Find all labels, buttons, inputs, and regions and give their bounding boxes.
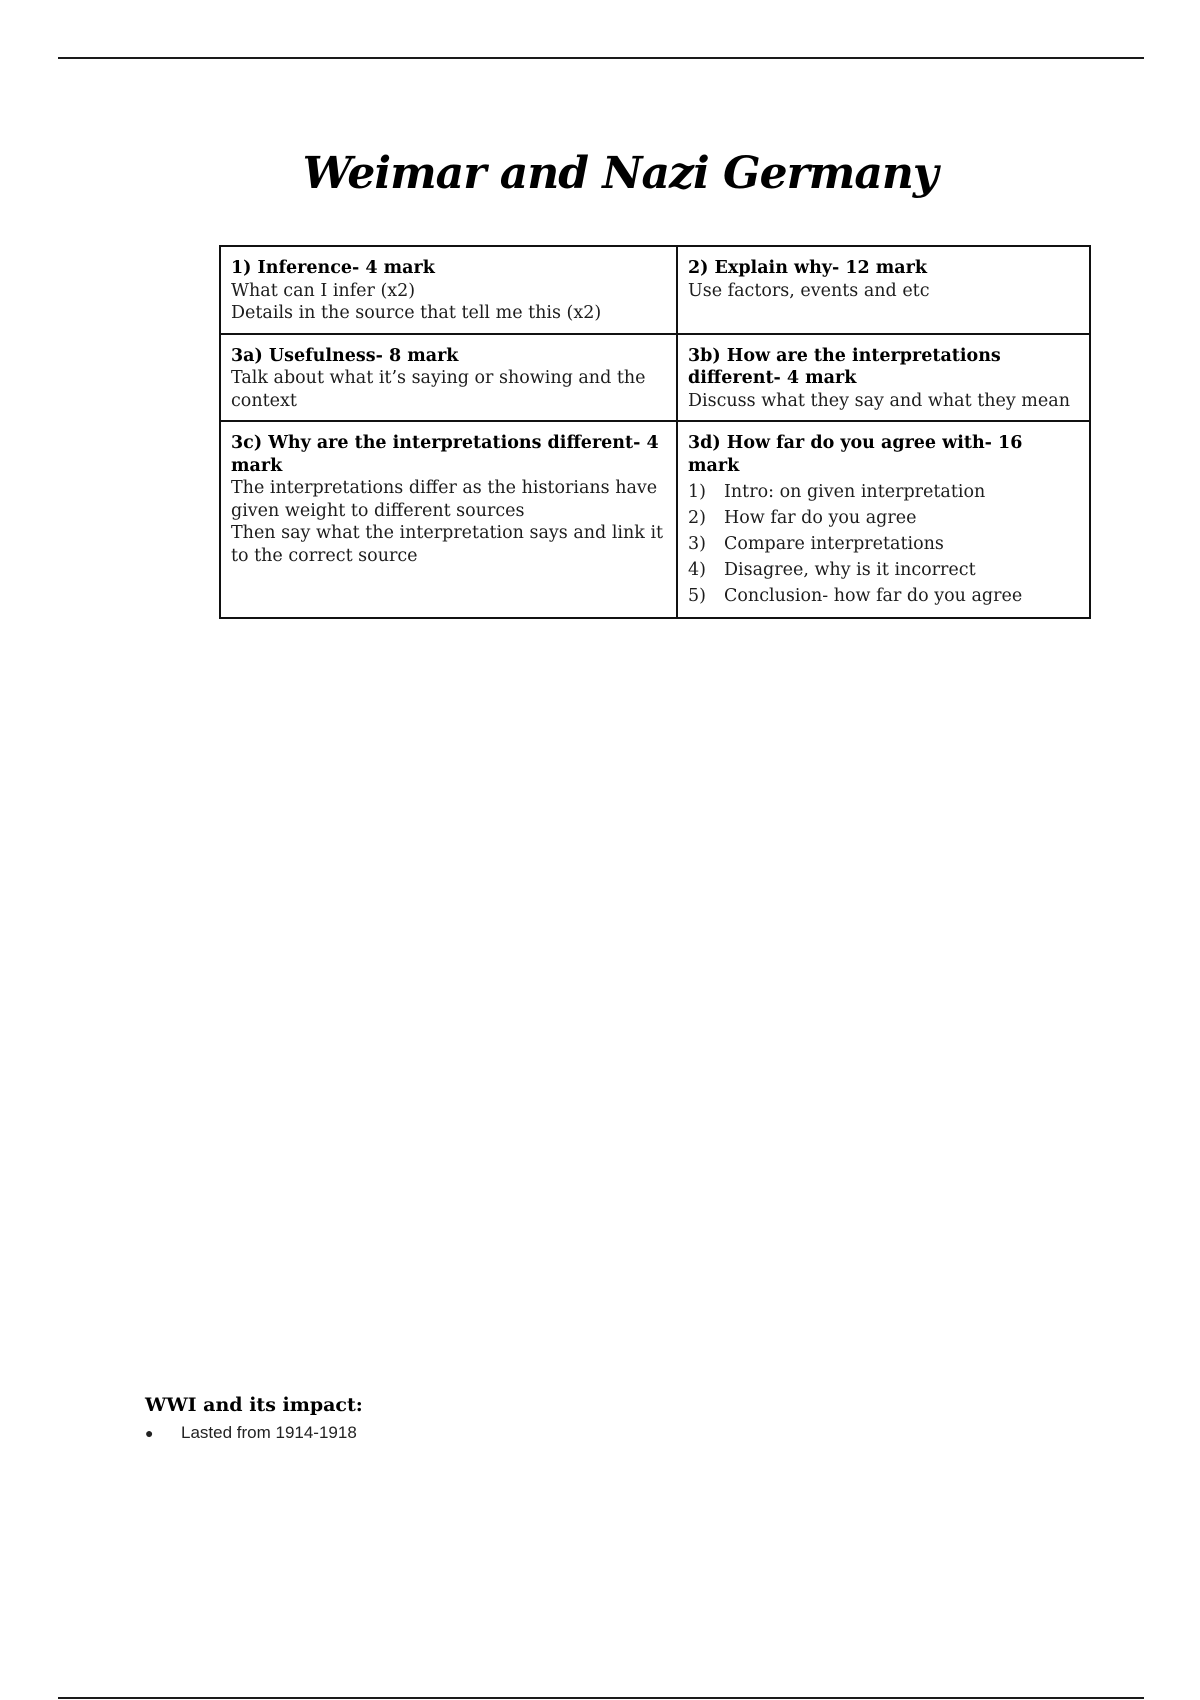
table-cell-inference [220, 246, 677, 334]
bullet-text: Lasted from 1914-1918 [181, 1423, 357, 1442]
cell-heading: 2) Explain why- 12 mark [688, 258, 927, 278]
table-cell-how-far-agree [677, 421, 1090, 618]
cell-heading: 1) Inference- 4 mark [231, 258, 435, 278]
cell-text: What can I infer (x2) Details in the source that tell me this (x2) [231, 280, 602, 323]
table-cell-why-different [220, 421, 677, 618]
list-item [688, 531, 1079, 557]
cell-heading: 3b) How are the interpretations different- 4 mark [688, 345, 1001, 388]
table-cell-usefulness [220, 334, 677, 422]
exam-guide-table [219, 245, 1091, 619]
step-number: 2) [688, 508, 706, 528]
footer-rule [58, 1697, 1144, 1699]
step-number: 3) [688, 534, 706, 554]
table-cell-how-different [677, 334, 1090, 422]
step-number: 5) [688, 586, 706, 606]
list-item [145, 1421, 357, 1445]
step-number: 4) [688, 560, 706, 580]
step-text: Conclusion- how far do you agree [724, 586, 1023, 606]
cell-text: Talk about what it’s saying or showing and the context [231, 368, 646, 411]
header-rule [58, 57, 1144, 59]
cell-heading: 3a) Usefulness- 8 mark [231, 345, 459, 366]
table-row [220, 246, 1090, 334]
cell-text: Use factors, events and etc [688, 280, 930, 301]
list-item [688, 583, 1079, 609]
table-row [220, 421, 1090, 618]
step-number: 1) [688, 482, 706, 502]
page-title: Weimar and Nazi Germany [302, 148, 938, 199]
section-heading-wwi: WWI and its impact: [145, 1394, 363, 1416]
cell-heading: 3c) Why are the interpretations different- 4 mark [231, 433, 659, 476]
step-text: How far do you agree [724, 508, 917, 528]
table-cell-explain-why [677, 246, 1090, 334]
cell-text: The interpretations differ as the historians have given weight to different sources Then say what the interpretation says and link it to the correct source [231, 478, 664, 566]
list-item [688, 479, 1079, 505]
cell-heading: 3d) How far do you agree with- 16 mark [688, 433, 1023, 476]
steps-list [688, 479, 1079, 609]
step-text: Intro: on given interpretation [724, 482, 986, 502]
wwi-bullet-list [145, 1421, 357, 1445]
cell-text: Discuss what they say and what they mean [688, 390, 1070, 411]
step-text: Disagree, why is it incorrect [724, 560, 976, 580]
list-item [688, 557, 1079, 583]
bullet-icon: ● [145, 1425, 154, 1441]
table-row [220, 334, 1090, 422]
step-text: Compare interpretations [724, 534, 944, 554]
list-item [688, 505, 1079, 531]
